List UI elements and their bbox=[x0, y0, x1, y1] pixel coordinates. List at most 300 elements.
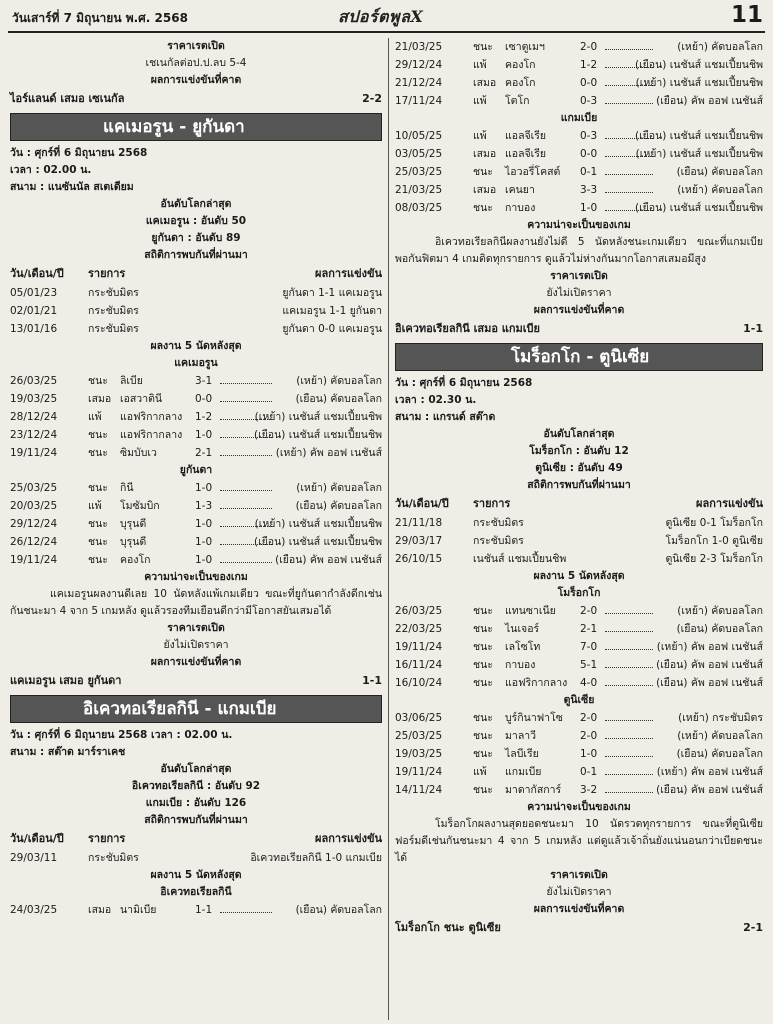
competition: (เหย้า) คัพ ออฟ เนชันส์ bbox=[275, 447, 382, 459]
score: 7-0 bbox=[580, 641, 598, 653]
competition: กระชับมิตร bbox=[473, 535, 524, 547]
score: 1-0 bbox=[195, 429, 213, 441]
form-title: ผลงาน 5 นัดหลังสุด bbox=[533, 570, 625, 582]
match-date: 21/11/18 bbox=[395, 517, 443, 529]
match-date: 13/01/16 bbox=[10, 323, 58, 335]
opponent: มาดากัสการ์ bbox=[505, 784, 562, 796]
score: 2-0 bbox=[580, 712, 598, 724]
match-date: 14/11/24 bbox=[395, 784, 443, 796]
competition: (เยือน) คัพ ออฟ เนชันส์ bbox=[656, 95, 763, 107]
competition: (เยือน) คัดบอลโลก bbox=[676, 623, 763, 635]
form-title: ผลงาน 5 นัดหลังสุด bbox=[150, 340, 242, 352]
form-row bbox=[10, 372, 382, 390]
col-date: วัน/เดือน/ปี bbox=[395, 497, 449, 510]
competition: (เยือน) เนชันส์ แชมเปี้ยนชิพ bbox=[253, 536, 382, 548]
match-date: 17/11/24 bbox=[395, 95, 443, 107]
page-number: 11 bbox=[730, 2, 763, 28]
competition: (เหย้า) คัดบอลโลก bbox=[677, 730, 763, 742]
form-team1-list bbox=[10, 901, 382, 919]
competition: (เหย้า) เนชันส์ แชมเปี้ยนชิพ bbox=[635, 148, 763, 160]
opponent: แอลจีเรีย bbox=[505, 130, 547, 142]
form-team2-list bbox=[395, 709, 763, 799]
competition: (เยือน) คัพ ออฟ เนชันส์ bbox=[656, 659, 763, 671]
match-date: 24/03/25 bbox=[10, 904, 58, 916]
score: 2-0 bbox=[580, 730, 598, 742]
form-row bbox=[395, 163, 763, 181]
col-date: วัน/เดือน/ปี bbox=[10, 832, 64, 845]
form-team1-name: แคเมอรูน bbox=[174, 357, 218, 369]
match-date: 10/05/25 bbox=[395, 130, 443, 142]
match-date: 26/10/15 bbox=[395, 553, 443, 565]
leader-dots bbox=[605, 685, 653, 686]
prediction-title: ผลการแข่งขันที่คาด bbox=[150, 656, 242, 668]
form-team2-list bbox=[10, 479, 382, 569]
h2h-title: สถิติการพบกันที่ผ่านมา bbox=[527, 479, 631, 491]
competition: (เยือน) คัดบอลโลก bbox=[676, 166, 763, 178]
match-date: 20/03/25 bbox=[10, 500, 58, 512]
competition: (เยือน) คัดบอลโลก bbox=[676, 748, 763, 760]
rank-team2: ตูนิเซีย : อันดับ 49 bbox=[535, 462, 623, 474]
opponent: กาบอง bbox=[505, 659, 536, 671]
match-date: 23/12/24 bbox=[10, 429, 58, 441]
leader-dots bbox=[605, 49, 653, 50]
match-date: 22/03/25 bbox=[395, 623, 443, 635]
match-result: ชนะ bbox=[473, 784, 493, 796]
form-row bbox=[10, 901, 382, 919]
form-row bbox=[395, 602, 763, 620]
leader-dots bbox=[220, 383, 272, 384]
competition: กระชับมิตร bbox=[88, 852, 139, 864]
match-result: ชนะ bbox=[473, 41, 493, 53]
match-result: ชนะ bbox=[88, 375, 108, 387]
competition: กระชับมิตร bbox=[88, 323, 139, 335]
form-row bbox=[395, 92, 763, 110]
match-date: 21/03/25 bbox=[395, 184, 443, 196]
match-result: เสมอ bbox=[88, 393, 112, 405]
match-date: 26/03/25 bbox=[10, 375, 58, 387]
form-row bbox=[10, 426, 382, 444]
h2h-row bbox=[10, 849, 382, 867]
rank-title: อันดับโลกล่าสุด bbox=[543, 428, 615, 440]
chance-title: ความน่าจะเป็นของเกม bbox=[144, 571, 248, 583]
right-column bbox=[395, 38, 763, 1024]
match-banner-morocco-tunisia: โมร็อกโก - ตูนิเซีย bbox=[395, 343, 763, 371]
h2h-list bbox=[395, 514, 763, 568]
match-result: แพ้ bbox=[473, 766, 487, 778]
form-row bbox=[395, 145, 763, 163]
odds-title: ราคาเรตเปิด bbox=[550, 869, 608, 881]
h2h-header bbox=[395, 494, 763, 514]
score: 0-1 bbox=[580, 766, 598, 778]
form-row bbox=[395, 763, 763, 781]
opponent: คองโก bbox=[120, 554, 151, 566]
form-row bbox=[10, 551, 382, 569]
score: 1-0 bbox=[195, 482, 213, 494]
form-row bbox=[395, 638, 763, 656]
match-date: 03/06/25 bbox=[395, 712, 443, 724]
form-row bbox=[10, 479, 382, 497]
opponent: แกมเบีย bbox=[505, 766, 542, 778]
match-result: ตูนิเซีย 0-1 โมร็อกโก bbox=[665, 517, 763, 529]
h2h-row bbox=[395, 550, 763, 568]
rank-team1: โมร็อกโก : อันดับ 12 bbox=[529, 445, 629, 457]
opponent: คองโก bbox=[505, 59, 536, 71]
form-row bbox=[10, 497, 382, 515]
match-date: 25/03/25 bbox=[395, 730, 443, 742]
competition: กระชับมิตร bbox=[88, 305, 139, 317]
score: 0-3 bbox=[580, 130, 598, 142]
opponent: กินี bbox=[120, 482, 134, 494]
match-date: 19/11/24 bbox=[395, 641, 443, 653]
competition: (เยือน) คัพ ออฟ เนชันส์ bbox=[275, 554, 382, 566]
competition: (เยือน) เนชันส์ แชมเปี้ยนชิพ bbox=[634, 202, 763, 214]
form-row bbox=[395, 727, 763, 745]
h2h-row bbox=[10, 302, 382, 320]
opponent: นามิเบีย bbox=[120, 904, 157, 916]
match-banner-cameroon-uganda: แคเมอรูน - ยูกันดา bbox=[10, 113, 382, 141]
match-result: ชนะ bbox=[88, 447, 108, 459]
score: 0-0 bbox=[580, 77, 598, 89]
score: 1-2 bbox=[195, 411, 213, 423]
competition: (เหย้า) เนชันส์ แชมเปี้ยนชิพ bbox=[254, 518, 382, 530]
opponent: โมซัมบิก bbox=[120, 500, 160, 512]
score: 3-2 bbox=[580, 784, 598, 796]
form-row bbox=[395, 745, 763, 763]
h2h-row bbox=[395, 532, 763, 550]
match-result: เสมอ bbox=[473, 184, 497, 196]
leader-dots bbox=[605, 613, 653, 614]
h2h-title: สถิติการพบกันที่ผ่านมา bbox=[144, 249, 248, 261]
score: 1-1 bbox=[195, 904, 213, 916]
rank-title: อันดับโลกล่าสุด bbox=[160, 198, 232, 210]
leader-dots bbox=[605, 649, 653, 650]
h2h-list bbox=[10, 284, 382, 338]
prediction-row bbox=[395, 918, 763, 938]
form-title: ผลงาน 5 นัดหลังสุด bbox=[150, 869, 242, 881]
competition: (เยือน) คัดบอลโลก bbox=[295, 393, 382, 405]
opponent: กาบอง bbox=[505, 202, 536, 214]
score: 2-1 bbox=[195, 447, 213, 459]
form-row bbox=[395, 674, 763, 692]
col-result: ผลการแข่งขัน bbox=[315, 832, 382, 845]
match-date: 29/03/17 bbox=[395, 535, 443, 547]
prediction-title: ผลการแข่งขันที่คาด bbox=[533, 304, 625, 316]
leader-dots bbox=[605, 631, 653, 632]
opponent: แอลจีเรีย bbox=[505, 148, 547, 160]
form-row bbox=[395, 620, 763, 638]
match-result: โมร็อกโก 1-0 ตูนิเซีย bbox=[665, 535, 763, 547]
match-result: แพ้ bbox=[88, 411, 102, 423]
leader-dots bbox=[605, 103, 653, 104]
opponent: ไลบีเรีย bbox=[505, 748, 539, 760]
match-result: ชนะ bbox=[473, 730, 493, 742]
form-team1-list bbox=[10, 372, 382, 462]
match-result: แพ้ bbox=[88, 500, 102, 512]
opponent: เลโซโท bbox=[505, 641, 541, 653]
match-result: ชนะ bbox=[473, 623, 493, 635]
match-date: 29/03/11 bbox=[10, 852, 58, 864]
competition: (เหย้า) คัดบอลโลก bbox=[296, 375, 382, 387]
match-date: 16/11/24 bbox=[395, 659, 443, 671]
score: 4-0 bbox=[580, 677, 598, 689]
chance-text: อิเควทอเรียลกินีผลงานยังไม่ดี 5 นัดหลังชนะเกมเดียว ขณะที่แกมเบียพอกันฟิตมา 4 เกมติดทุกรายการ ดูแล้วไม่ห่างกันมากโอกาสเสมอมีสูง bbox=[395, 236, 763, 265]
match-time: เวลา : 02.00 น. bbox=[10, 164, 92, 176]
match-result: ชนะ bbox=[473, 166, 493, 178]
odds-value: ยังไม่เปิดราคา bbox=[163, 639, 229, 651]
h2h-list bbox=[10, 849, 382, 867]
form-row bbox=[395, 38, 763, 56]
form-team1-list-continued bbox=[395, 38, 763, 110]
match-result: ชนะ bbox=[88, 429, 108, 441]
competition: (เยือน) เนชันส์ แชมเปี้ยนชิพ bbox=[253, 429, 382, 441]
leader-dots bbox=[605, 756, 653, 757]
score: 2-1 bbox=[580, 623, 598, 635]
h2h-row bbox=[395, 514, 763, 532]
h2h-row bbox=[10, 284, 382, 302]
form-team2-name: ยูกันดา bbox=[179, 464, 213, 476]
chance-text: แคเมอรูนผลงานดีเลย 10 นัดหลังแพ้เกมเดียว ขณะที่ยูกันดากำลังดีกเช่นกันชนะมา 4 จาก 5 เกมหลัง ดูแล้วรองทีมเยือนดีกว่ามีโอกาสยันเสมอได้ bbox=[10, 588, 382, 617]
score: 1-0 bbox=[580, 748, 598, 760]
competition: กระชับมิตร bbox=[88, 287, 139, 299]
match-date: 19/11/24 bbox=[395, 766, 443, 778]
form-team1-name: โมร็อกโก bbox=[557, 587, 601, 599]
opponent: แอฟริกากลาง bbox=[120, 411, 183, 423]
prediction-row bbox=[10, 671, 382, 691]
match-result: แพ้ bbox=[473, 59, 487, 71]
score: 1-0 bbox=[195, 536, 213, 548]
rank-team1: แคเมอรูน : อันดับ 50 bbox=[145, 215, 247, 227]
form-row bbox=[395, 127, 763, 145]
form-row bbox=[10, 444, 382, 462]
opponent: แอฟริกากลาง bbox=[120, 429, 183, 441]
match-result: ตูนิเซีย 2-3 โมร็อกโก bbox=[665, 553, 763, 565]
competition: (เหย้า) คัดบอลโลก bbox=[677, 184, 763, 196]
competition: (เหย้า) คัดบอลโลก bbox=[677, 41, 763, 53]
match-date: 26/12/24 bbox=[10, 536, 58, 548]
odds-value: ยังไม่เปิดราคา bbox=[546, 287, 612, 299]
score: 0-0 bbox=[195, 393, 213, 405]
competition: (เหย้า) เนชันส์ แชมเปี้ยนชิพ bbox=[635, 77, 763, 89]
match-date: 26/03/25 bbox=[395, 605, 443, 617]
competition: เนชันส์ แชมเปี้ยนชิพ bbox=[473, 553, 567, 565]
col-date: วัน/เดือน/ปี bbox=[10, 267, 64, 280]
leader-dots bbox=[605, 192, 653, 193]
competition: (เยือน) คัดบอลโลก bbox=[295, 500, 382, 512]
chance-title: ความน่าจะเป็นของเกม bbox=[527, 801, 631, 813]
opponent: ซิมบับเว bbox=[120, 447, 157, 459]
opponent: ไนเจอร์ bbox=[505, 623, 540, 635]
match-result: ยูกันดา 1-1 แคเมอรูน bbox=[282, 287, 382, 299]
form-row bbox=[10, 533, 382, 551]
score: 2-0 bbox=[580, 41, 598, 53]
match-date: 02/01/21 bbox=[10, 305, 58, 317]
match-result: เสมอ bbox=[473, 77, 497, 89]
prediction-title: ผลการแข่งขันที่คาด bbox=[150, 74, 242, 86]
competition: กระชับมิตร bbox=[473, 517, 524, 529]
form-row bbox=[395, 656, 763, 674]
leader-dots bbox=[605, 792, 653, 793]
match-result: เสมอ bbox=[473, 148, 497, 160]
prediction-score: 2-2 bbox=[362, 92, 382, 105]
competition: (เหย้า) คัดบอลโลก bbox=[296, 482, 382, 494]
h2h-header bbox=[10, 829, 382, 849]
score: 1-3 bbox=[195, 500, 213, 512]
leader-dots bbox=[220, 562, 272, 563]
column-divider bbox=[388, 38, 389, 1020]
match-result: ชนะ bbox=[473, 712, 493, 724]
leader-dots bbox=[605, 738, 653, 739]
prediction-match: ไอร์แลนด์ เสมอ เซเนกัล bbox=[10, 92, 125, 105]
match-date: วัน : ศุกร์ที่ 6 มิถุนายน 2568 bbox=[10, 147, 148, 159]
match-result: ชนะ bbox=[88, 536, 108, 548]
header-rule bbox=[8, 31, 765, 33]
score: 5-1 bbox=[580, 659, 598, 671]
match-result: ชนะ bbox=[88, 518, 108, 530]
issue-date: วันเสาร์ที่ 7 มิถุนายน พ.ศ. 2568 bbox=[12, 11, 188, 25]
opponent: แอฟริกากลาง bbox=[505, 677, 568, 689]
prediction-score: 1-1 bbox=[743, 322, 763, 335]
opponent: บุรุนดี bbox=[120, 518, 147, 530]
competition: (เยือน) คัพ ออฟ เนชันส์ bbox=[656, 784, 763, 796]
col-competition: รายการ bbox=[88, 267, 126, 280]
leader-dots bbox=[220, 490, 272, 491]
newspaper-logo: สปอร์ตพูลX bbox=[338, 7, 424, 26]
rank-team2: แกมเบีย : อันดับ 126 bbox=[145, 797, 247, 809]
odds-title: ราคาเรตเปิด bbox=[167, 40, 225, 52]
competition: (เหย้า) คัดบอลโลก bbox=[677, 605, 763, 617]
prediction-row bbox=[10, 89, 382, 109]
form-team2-name: ตูนิเซีย bbox=[563, 694, 595, 706]
form-row bbox=[395, 74, 763, 92]
match-banner-eqguinea-gambia: อิเควทอเรียลกินี - แกมเบีย bbox=[10, 695, 382, 723]
opponent: คองโก bbox=[505, 77, 536, 89]
match-date: 19/03/25 bbox=[10, 393, 58, 405]
match-venue: สนาม : แนซันนัล สเตเดียม bbox=[10, 181, 134, 193]
match-date: 16/10/24 bbox=[395, 677, 443, 689]
competition: (เหย้า) คัพ ออฟ เนชันส์ bbox=[656, 766, 763, 778]
competition: (เยือน) คัดบอลโลก bbox=[295, 904, 382, 916]
match-result: แคเมอรูน 1-1 ยูกันดา bbox=[282, 305, 382, 317]
form-row bbox=[395, 781, 763, 799]
score: 1-0 bbox=[580, 202, 598, 214]
opponent: เอสวาตินี bbox=[120, 393, 163, 405]
match-result: ชนะ bbox=[473, 659, 493, 671]
prediction-match: อิเควทอเรียลกินี เสมอ แกมเบีย bbox=[395, 322, 540, 335]
form-row bbox=[395, 181, 763, 199]
h2h-header bbox=[10, 264, 382, 284]
odds-title: ราคาเรตเปิด bbox=[550, 270, 608, 282]
competition: (เหย้า) กระชับมิตร bbox=[678, 712, 763, 724]
competition: (เยือน) คัพ ออฟ เนชันส์ bbox=[656, 677, 763, 689]
match-result: ชนะ bbox=[88, 482, 108, 494]
match-venue: สนาม : สต๊าด มาร์ราเคช bbox=[10, 746, 126, 758]
rank-team1: อิเควทอเรียลกินี : อันดับ 92 bbox=[131, 780, 261, 792]
col-result: ผลการแข่งขัน bbox=[315, 267, 382, 280]
match-date: 05/01/23 bbox=[10, 287, 58, 299]
form-team1-list bbox=[395, 602, 763, 692]
match-date: 21/03/25 bbox=[395, 41, 443, 53]
match-result: อิเควทอเรียลกินี 1-0 แกมเบีย bbox=[250, 852, 382, 864]
score: 3-1 bbox=[195, 375, 213, 387]
match-date: 29/12/24 bbox=[10, 518, 58, 530]
score: 0-3 bbox=[580, 95, 598, 107]
form-row bbox=[395, 56, 763, 74]
match-date: 03/05/25 bbox=[395, 148, 443, 160]
leader-dots bbox=[220, 455, 272, 456]
form-team2-list bbox=[395, 127, 763, 217]
match-date: 29/12/24 bbox=[395, 59, 443, 71]
match-date: 28/12/24 bbox=[10, 411, 58, 423]
match-time: เวลา : 02.30 น. bbox=[395, 394, 477, 406]
leader-dots bbox=[605, 720, 653, 721]
left-column bbox=[10, 38, 382, 1024]
competition: (เยือน) เนชันส์ แชมเปี้ยนชิพ bbox=[634, 130, 763, 142]
leader-dots bbox=[220, 401, 272, 402]
form-team2-name: แกมเบีย bbox=[560, 112, 598, 124]
match-date: 19/11/24 bbox=[10, 554, 58, 566]
opponent: เคนยา bbox=[505, 184, 535, 196]
score: 0-1 bbox=[580, 166, 598, 178]
chance-title: ความน่าจะเป็นของเกม bbox=[527, 219, 631, 231]
opponent: ลิเบีย bbox=[120, 375, 143, 387]
match-date: 19/03/25 bbox=[395, 748, 443, 760]
match-venue: สนาม : แกรนด์ สต๊าด bbox=[395, 411, 496, 423]
leader-dots bbox=[605, 774, 653, 775]
prediction-match: แคเมอรูน เสมอ ยูกันดา bbox=[10, 674, 122, 687]
leader-dots bbox=[605, 174, 653, 175]
score: 2-0 bbox=[580, 605, 598, 617]
chance-text: โมร็อกโกผลงานสุดยอดชนะมา 10 นัดรวดทุกรายการ ขณะที่ตูนิเซียฟอร์มดีเช่นกันชนะมา 4 จาก 5 เกมหลัง แต่ดูแล้วเจ้าถิ่นยังแน่นอนกว่าเบียดชนะได้ bbox=[395, 818, 763, 864]
opponent: ไอวอรี่โคสต์ bbox=[505, 166, 561, 178]
col-competition: รายการ bbox=[88, 832, 126, 845]
match-result: ชนะ bbox=[88, 554, 108, 566]
match-result: ยูกันดา 0-0 แคเมอรูน bbox=[282, 323, 382, 335]
odds-title: ราคาเรตเปิด bbox=[167, 622, 225, 634]
form-row bbox=[10, 408, 382, 426]
rank-title: อันดับโลกล่าสุด bbox=[160, 763, 232, 775]
opponent: บูร์กินาฟาโซ bbox=[505, 712, 563, 724]
opponent: โตโก bbox=[505, 95, 530, 107]
leader-dots bbox=[220, 508, 272, 509]
competition: (เยือน) เนชันส์ แชมเปี้ยนชิพ bbox=[634, 59, 763, 71]
opponent: เซาตูเมฯ bbox=[505, 41, 545, 53]
match-result: ชนะ bbox=[473, 641, 493, 653]
match-date: 21/12/24 bbox=[395, 77, 443, 89]
odds-value: ยังไม่เปิดราคา bbox=[546, 886, 612, 898]
score: 3-3 bbox=[580, 184, 598, 196]
match-date: 19/11/24 bbox=[10, 447, 58, 459]
match-result: แพ้ bbox=[473, 95, 487, 107]
score: 1-0 bbox=[195, 518, 213, 530]
leader-dots bbox=[605, 667, 653, 668]
match-result: เสมอ bbox=[88, 904, 112, 916]
opponent: มาลาวี bbox=[505, 730, 537, 742]
match-result: แพ้ bbox=[473, 130, 487, 142]
competition: (เหย้า) คัพ ออฟ เนชันส์ bbox=[656, 641, 763, 653]
match-result: ชนะ bbox=[473, 202, 493, 214]
prediction-score: 2-1 bbox=[743, 921, 763, 934]
prediction-score: 1-1 bbox=[362, 674, 382, 687]
leader-dots bbox=[220, 912, 272, 913]
form-row bbox=[10, 390, 382, 408]
opponent: บุรุนดี bbox=[120, 536, 147, 548]
col-competition: รายการ bbox=[473, 497, 511, 510]
col-result: ผลการแข่งขัน bbox=[696, 497, 763, 510]
opponent: แทนซาเนีย bbox=[505, 605, 556, 617]
form-row bbox=[395, 709, 763, 727]
match-datetime: วัน : ศุกร์ที่ 6 มิถุนายน 2568 เวลา : 02.00 น. bbox=[10, 729, 233, 741]
prediction-row bbox=[395, 319, 763, 339]
